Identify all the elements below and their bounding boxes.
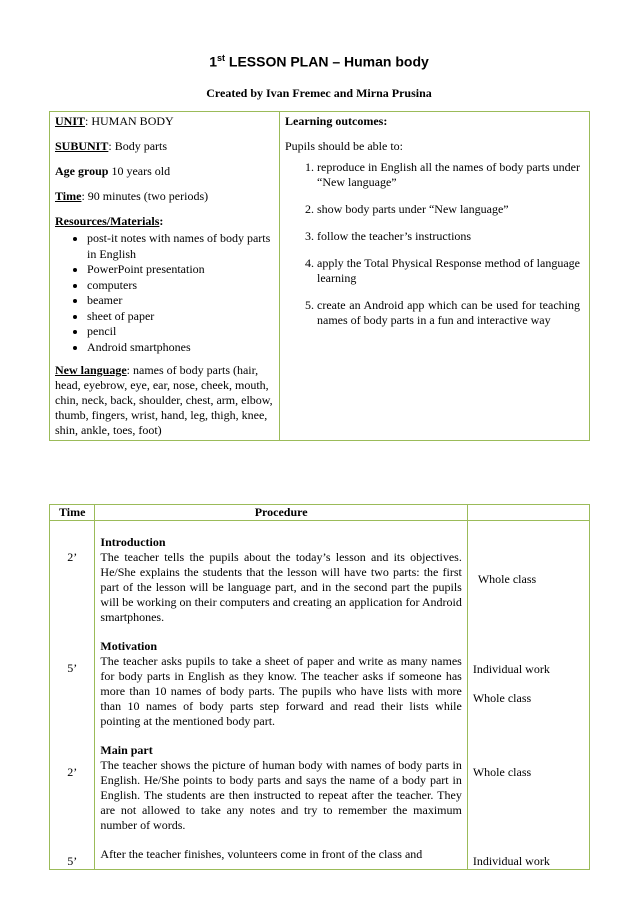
outcomes-title: Learning outcomes:: [285, 114, 388, 128]
procedure-header-row: [50, 505, 590, 521]
row-time: 5’: [67, 661, 78, 675]
document-title: [0, 53, 638, 70]
subunit-value: : Body parts: [108, 139, 168, 153]
age-line: [55, 164, 274, 179]
list-item: • post-it notes with names of body parts in English: [87, 231, 274, 262]
organization-label: Whole class: [472, 691, 532, 705]
list-item: • PowerPoint presentation: [87, 262, 274, 278]
unit-line: [55, 114, 274, 129]
list-item: 1. reproduce in English all the names of body parts under “New language”: [317, 160, 584, 190]
list-item: • sheet of paper: [87, 309, 274, 325]
subunit-line: [55, 139, 274, 154]
organization-label: Individual work: [472, 662, 550, 676]
step-text: The teacher tells the pupils about the today’s lesson and its objectives. He/She explains the students that the lesson will have two parts: the first part of the lesson will be language part, and in the second part the pupils will be working on their computers and creating an application for Android smartphones.: [100, 550, 462, 624]
age-value: 10 years old: [108, 164, 171, 178]
new-language-label: New language: [55, 363, 127, 377]
new-language-value: : names of body parts (hair, head, eyebrow, eye, ear, nose, cheek, mouth, chin, neck, back, shoulder, chest, arm, elbow, thumb, fingers, wrist, hand, leg, thigh, knee, shin, ankle, toes, foot): [55, 363, 273, 437]
new-language-block: [55, 363, 274, 438]
step-title: Main part: [100, 743, 153, 757]
list-item: 5. create an Android app which can be used for teaching names of body parts in a fun and interactive way: [317, 298, 584, 328]
unit-value: : HUMAN BODY: [85, 114, 174, 128]
organization-label: Whole class: [472, 765, 532, 779]
resources-label: Resources/Materials: [55, 214, 160, 228]
list-item: 2. show body parts under “New language”: [317, 202, 584, 217]
time-line: [55, 189, 274, 204]
document-subtitle: Created by Ivan Fremec and Mirna Prusina: [206, 86, 432, 100]
info-table: [49, 111, 590, 441]
resources-heading: [55, 214, 274, 229]
step-title: Motivation: [100, 639, 158, 653]
info-right-cell: [280, 112, 590, 441]
time-value: : 90 minutes (two periods): [81, 189, 209, 203]
subunit-label: SUBUNIT: [55, 139, 109, 153]
row-time: 5’: [67, 854, 78, 868]
age-label: Age group: [55, 164, 109, 178]
header-time: Time: [50, 505, 95, 521]
resources-colon: :: [159, 214, 164, 228]
step-text: The teacher shows the picture of human body with names of body parts in English. He/She points to body parts and says the name of a body part in English. The students are then instructed to repeat after the teacher. They are not allowed to take any notes and try to remember the maximum number of words.: [100, 758, 462, 832]
list-item: 3. follow the teacher’s instructions: [317, 229, 584, 244]
row-time: 2’: [67, 550, 78, 564]
unit-label: UNIT: [55, 114, 86, 128]
outcomes-intro: Pupils should be able to:: [285, 139, 403, 153]
resources-list: [55, 231, 274, 355]
step-text: After the teacher finishes, volunteers come in front of the class and: [100, 847, 423, 861]
table-row: [50, 521, 590, 870]
organization-label: Whole class: [477, 572, 537, 586]
header-organization: [467, 505, 589, 521]
list-item: • pencil: [87, 324, 274, 340]
header-procedure: Procedure: [95, 505, 467, 521]
row-time: 2’: [67, 765, 78, 779]
title-sup: st: [216, 53, 225, 63]
step-text: The teacher asks pupils to take a sheet of paper and write as many names for body parts in English as they know. The teacher asks if someone has more than 10 names of body parts. The pupils who have lists with more than 10 names of body parts step forward and read their lists while pointing at the mentioned body part.: [100, 654, 462, 728]
step-title: Introduction: [100, 535, 166, 549]
organization-label: Individual work: [472, 854, 550, 868]
list-item: • beamer: [87, 293, 274, 309]
list-item: • computers: [87, 278, 274, 294]
outcomes-list: [285, 160, 584, 328]
info-left-cell: [50, 112, 280, 441]
procedure-table: [49, 504, 590, 870]
procedure-organization-cell: [467, 521, 589, 870]
procedure-time-cell: [50, 521, 95, 870]
time-label: Time: [55, 189, 82, 203]
title-prefix: 1: [209, 53, 217, 70]
list-item: • Android smartphones: [87, 340, 274, 356]
procedure-text-cell: [95, 521, 467, 870]
title-rest: LESSON PLAN – Human body: [225, 53, 429, 70]
list-item: 4. apply the Total Physical Response method of language learning: [317, 256, 584, 286]
